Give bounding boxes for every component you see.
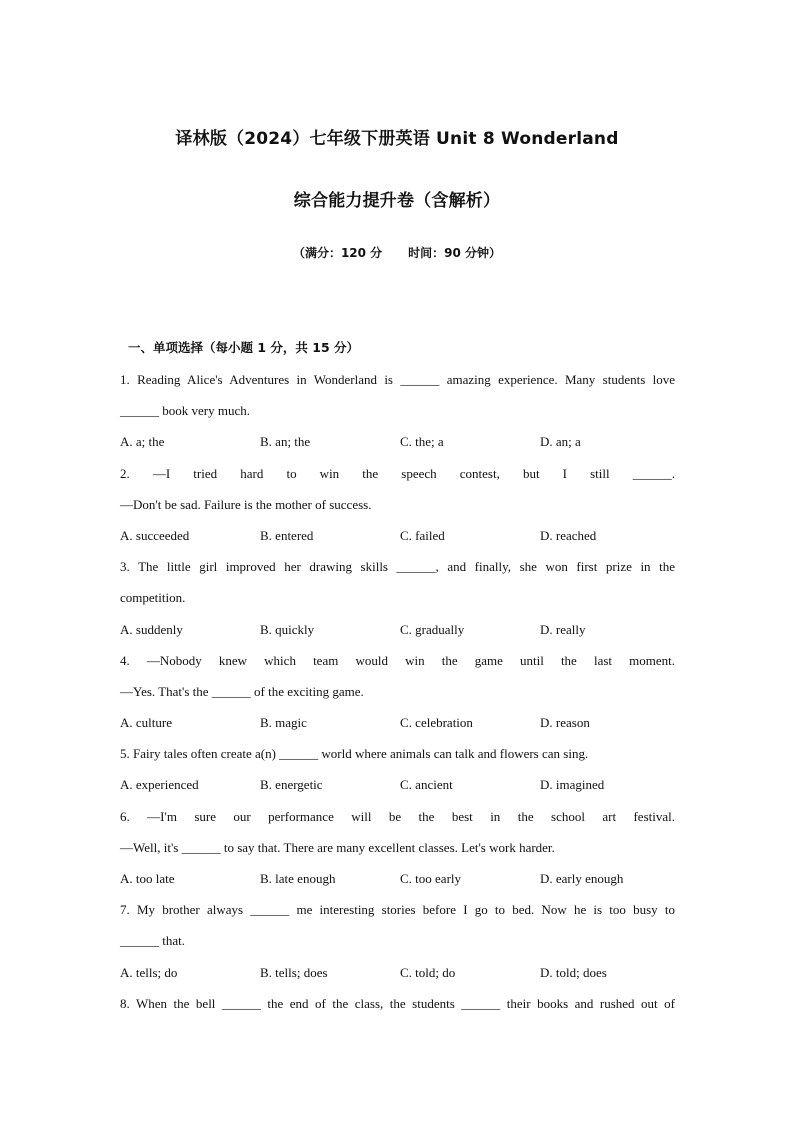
- option-c: C. told; do: [400, 964, 456, 980]
- options-row: [120, 769, 675, 800]
- option-b: B. late enough: [260, 871, 336, 886]
- option-b: B. energetic: [260, 777, 323, 793]
- question-1: [120, 364, 675, 458]
- question-3: [120, 551, 675, 645]
- option-a: A. suddenly: [120, 621, 183, 637]
- option-c: C. gradually: [400, 621, 465, 637]
- question-6: [120, 801, 675, 895]
- options-row: [120, 614, 675, 645]
- option-d: D. reason: [540, 715, 590, 731]
- option-b: B. tells; does: [260, 964, 328, 980]
- option-a: A. culture: [120, 715, 172, 731]
- time-limit: 时间：90 分钟）: [408, 246, 502, 260]
- question-text-line: ______ that.: [120, 933, 185, 949]
- option-b: B. magic: [260, 715, 307, 731]
- question-2: [120, 458, 675, 552]
- question-text-line: 4. —Nobody knew which team would win the game until the last moment.: [120, 652, 675, 668]
- question-text-line: —Don't be sad. Failure is the mother of success.: [120, 496, 372, 512]
- options-row: [120, 707, 675, 738]
- question-text-line: 2. —I tried hard to win the speech contest, but I still ______.: [120, 465, 675, 481]
- options-row: [120, 957, 675, 988]
- option-c: C. ancient: [400, 777, 453, 793]
- option-a: A. experienced: [120, 777, 199, 793]
- question-text-line: 3. The little girl improved her drawing skills ______, and finally, she won first prize in the: [120, 559, 675, 575]
- question-4: [120, 645, 675, 739]
- question-8: [120, 988, 675, 1019]
- option-a: A. too late: [120, 871, 175, 886]
- option-a: A. succeeded: [120, 527, 190, 543]
- options-row: [120, 863, 675, 894]
- option-a: A. a; the: [120, 434, 165, 450]
- option-c: C. the; a: [400, 434, 444, 450]
- question-5: [120, 738, 675, 800]
- option-d: D. told; does: [540, 964, 607, 980]
- question-7: [120, 894, 675, 988]
- document-title: 译林版（2024）七年级下册英语 Unit 8 Wonderland: [175, 129, 619, 149]
- question-text-line: 6. —I'm sure our performance will be the best in the school art festival.: [120, 808, 675, 824]
- question-text-line: 7. My brother always ______ me interesting stories before I go to bed. Now he is too busy to: [120, 902, 675, 918]
- question-text-line: —Well, it's ______ to say that. There are many excellent classes. Let's work harder.: [120, 839, 555, 855]
- question-text-line: 8. When the bell ______ the end of the class, the students ______ their books and rushed out of: [120, 995, 675, 1011]
- document-subtitle: 综合能力提升卷（含解析）: [293, 191, 501, 211]
- option-b: B. quickly: [260, 621, 315, 637]
- question-text-line: ______ book very much.: [120, 403, 250, 419]
- question-list: [120, 364, 675, 1019]
- option-d: D. an; a: [540, 434, 581, 450]
- question-text-line: 1. Reading Alice's Adventures in Wonderland is ______ amazing experience. Many students love: [120, 372, 675, 387]
- option-b: B. entered: [260, 527, 314, 543]
- option-c: C. failed: [400, 527, 445, 543]
- score-time-info: [0, 244, 794, 261]
- option-d: D. early enough: [540, 871, 624, 886]
- question-text-line: 5. Fairy tales often create a(n) ______ world where animals can talk and flowers can sing.: [120, 746, 589, 762]
- section-heading: 一、单项选择（每小题 1 分，共 15 分）: [128, 340, 360, 355]
- option-a: A. tells; do: [120, 964, 178, 980]
- option-d: D. imagined: [540, 777, 605, 793]
- question-text-line: competition.: [120, 590, 186, 606]
- question-text-line: —Yes. That's the ______ of the exciting game.: [120, 683, 364, 699]
- options-row: [120, 426, 675, 457]
- option-c: C. celebration: [400, 715, 473, 731]
- option-c: C. too early: [400, 871, 462, 886]
- option-b: B. an; the: [260, 434, 311, 450]
- options-row: [120, 520, 675, 551]
- full-score: （满分：120 分: [292, 246, 383, 260]
- option-d: D. reached: [540, 527, 597, 543]
- option-d: D. really: [540, 621, 586, 637]
